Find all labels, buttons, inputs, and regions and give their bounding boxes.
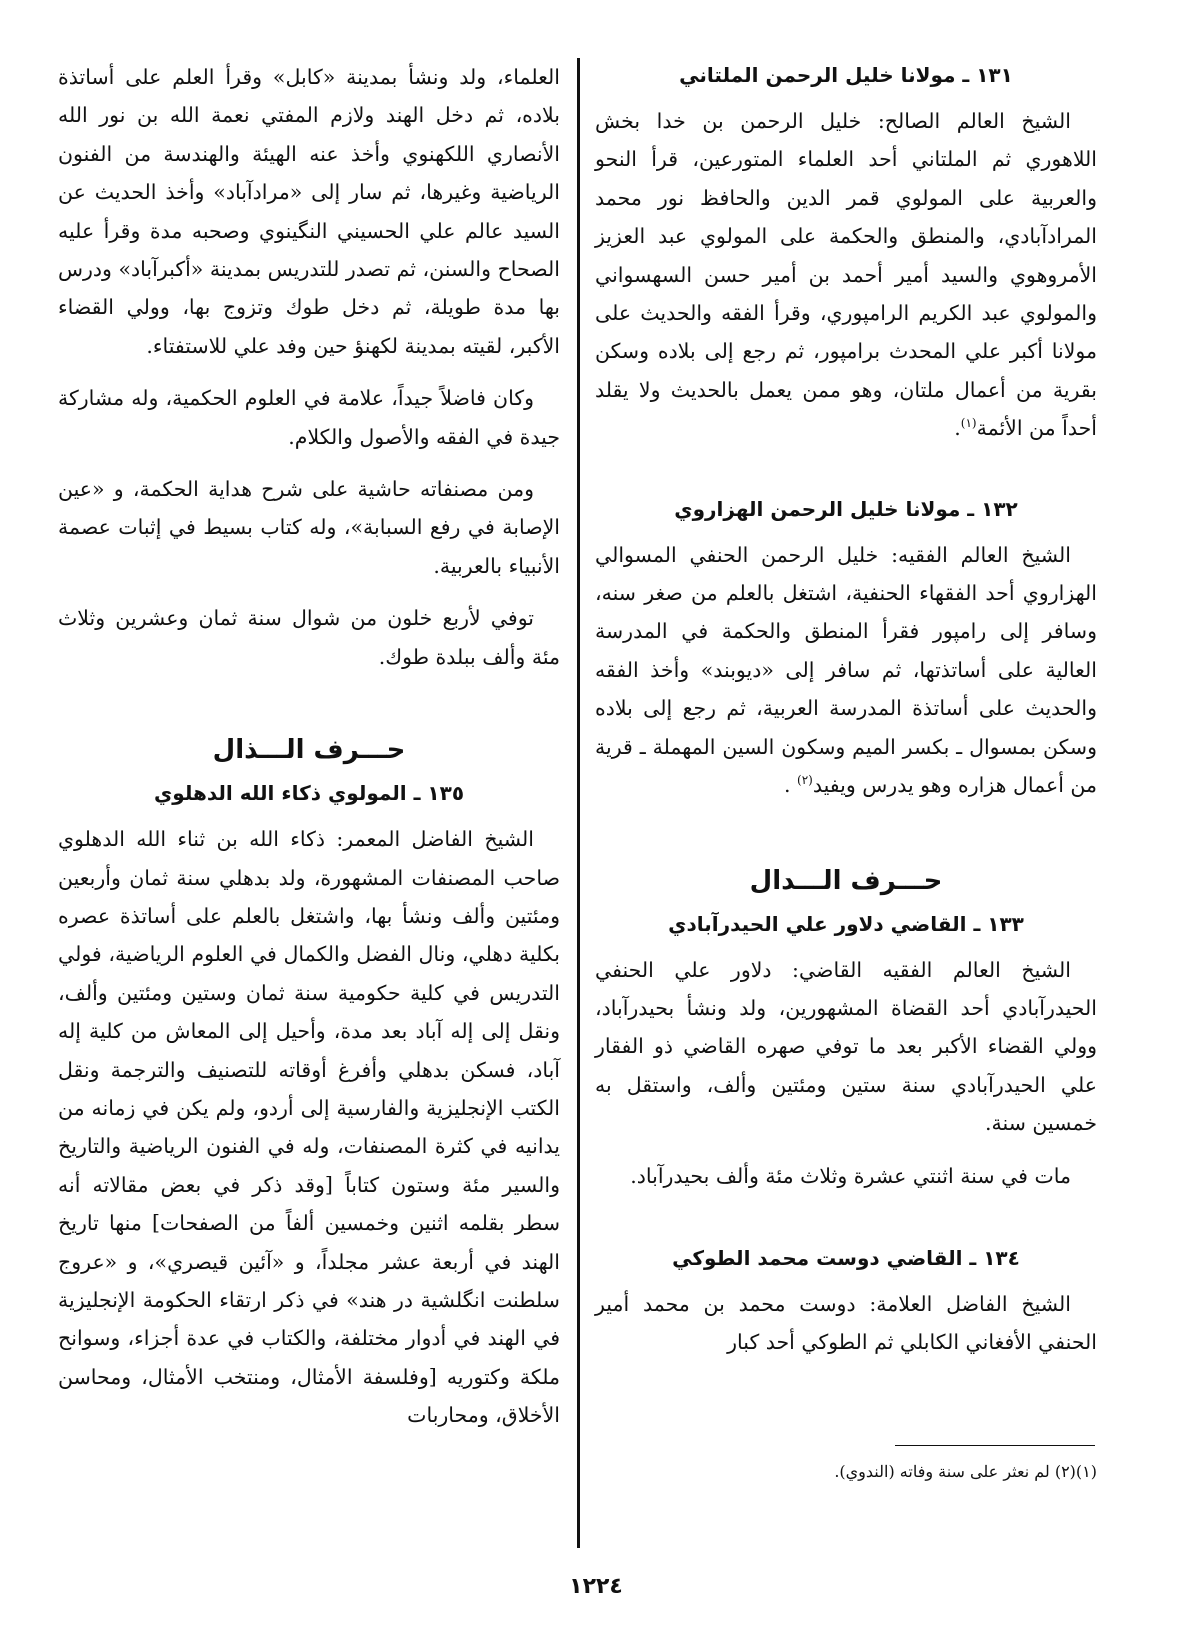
entry-132-title: ١٣٢ ـ مولانا خليل الرحمن الهزاروي — [674, 496, 1018, 521]
left-column — [58, 58, 560, 1449]
entry-134-continued-paragraph-4: توفي لأربع خلون من شوال سنة ثمان وعشرين وثلاث مئة وألف ببلدة طوك. — [58, 606, 560, 669]
entry-131-title: ١٣١ ـ مولانا خليل الرحمن الملتاني — [679, 63, 1013, 87]
entry-135-paragraph: الشيخ الفاضل المعمر: ذكاء الله بن ثناء الله الدهلوي صاحب المصنفات المشهورة، ولد بدهلي سنة ثمان وأربعين ومئتين وألف ونشأ بها، واشتغل بالعلم على أساتذة عصره بكلية دهلي، ونال الفضل والكمال في العلوم الرياضية، فولي التدريس في كلية حكومية سنة ثمان وستين ومئتين وألف، ونقل إلى إله آباد بعد مدة، وأحيل إلى المعاش من كلية إله آباد، فسكن بدهلي وأفرغ أوقاته للتصنيف والترجمة ونقل الكتب الإنجليزية والفارسية إلى أردو، ولم يكن في زمانه من يدانيه في كثرة المصنفات، وله في الفنون الرياضية والتاريخ والسير مئة وستون كتاباً [وقد ذكر في بعض مقالاته أنه سطر بقلمه اثنين وخمسين ألفاً من الصفحات] منها تاريخ الهند في أربعة عشر مجلداً، و «آئين قيصري»، و «عروج سلطنت انگلشية در هند» في ذكر ارتقاء الحكومة الإنجليزية في الهند في أدوار مختلفة، والكتاب في عدة أجزاء، وسوانح ملكة وكتوريه [وفلسفة الأمثال، ومنتخب الأمثال، ومحاسن الأخلاق، ومحاربات — [58, 827, 560, 1428]
footnote: (١)(٢) لم نعثر على سنة وفاته (الندوي). — [834, 1462, 1097, 1481]
entry-134-continued-paragraph-3: ومن مصنفاته حاشية على شرح هداية الحكمة، و «عين الإصابة في رفع السبابة»، وله كتاب بسيط في إثبات عصمة الأنبياء بالعربية. — [58, 477, 560, 578]
footnote-marker-1: (١) — [960, 416, 977, 431]
entry-134-title: ١٣٤ ـ القاضي دوست محمد الطوكي — [672, 1245, 1020, 1270]
entry-135-title: ١٣٥ ـ المولوي ذكاء الله الدهلوي — [153, 781, 465, 806]
entry-131-paragraph — [595, 102, 1097, 448]
entry-132-text: الشيخ العالم الفقيه: خليل الرحمن الحنفي المسوالي الهزاروي أحد الفقهاء الحنفية، اشتغل بالعلم من صغر سنه، وسافر إلى رامپور فقرأ المنطق والحكمة في المدرسة العالية على أساتذتها، ثم سافر إلى «ديوبند» وأخذ الفقه والحديث على أساتذة المدرسة العربية، ثم رجع إلى بلاده وسكن بمسوال ـ بكسر الميم وسكون السين المهملة ـ قرية من أعمال هزاره وهو يدرس ويفيد — [595, 542, 1097, 798]
entry-131-text: الشيخ العالم الصالح: خليل الرحمن بن خدا بخش اللاهوري ثم الملتاني أحد العلماء المتورعين، قرأ النحو والعربية على المولوي قمر الدين والحافظ نور محمد المرادآبادي، والمنطق والحكمة على المولوي عبد العزيز الأمروهوي والسيد أمير أحمد بن أمير حسن السهسواني والمولوي عبد الكريم الرامپوري، وقرأ الفقه والحديث على مولانا أكبر علي المحدث برامپور، ثم رجع إلى بلاده وسكن بقرية من أعمال ملتان، وهو ممن يعمل بالحديث ولا يقلد أحداً من الأئمة — [595, 109, 1097, 441]
column-divider — [577, 58, 580, 1548]
section-heading-dal: حـــرف الـــدال — [749, 865, 943, 896]
entry-134-continued-paragraph-2: وكان فاضلاً جيداً، علامة في العلوم الحكمية، وله مشاركة جيدة في الفقه والأصول والكلام. — [58, 386, 560, 449]
entry-132-paragraph — [595, 536, 1097, 805]
entry-133-paragraph-1: الشيخ العالم الفقيه القاضي: دلاور علي الحنفي الحيدرآبادي أحد القضاة المشهورين، ولد ونشأ بحيدرآباد، وولي القضاء الأكبر بعد ما توفي صهره القاضي ذو الفقار علي الحيدرآبادي سنة ستين ومئتين وألف، واستقل به خمسين سنة. — [595, 957, 1097, 1136]
entry-134-paragraph: الشيخ الفاضل العلامة: دوست محمد بن محمد أمير الحنفي الأفغاني الكابلي ثم الطوكي أحد كبار — [595, 1291, 1097, 1355]
footnote-rule — [895, 1445, 1095, 1446]
footnote-marker-2: (٢) — [797, 773, 813, 788]
entry-134-continued-paragraph-1: العلماء، ولد ونشأ بمدينة «كابل» وقرأ العلم على أساتذة بلاده، ثم دخل الهند ولازم المفتي نعمة الله بن نور الله الأنصاري اللكهنوي وأخذ عنه الهيئة والهندسة من الفنون الرياضية وغيرها، ثم سار إلى «مرادآباد» وأخذ الحديث عن السيد عالم علي الحسيني النگينوي وصحبه مدة وقرأ عليه الصحاح والسنن، ثم تصدر للتدريس بمدينة «أكبرآباد» ودرس بها مدة طويلة، ثم دخل طوك وتزوج بها، وولي القضاء الأكبر، لقيته بمدينة لكهنؤ حين وفد علي للاستفتاء. — [58, 65, 560, 358]
entry-133-paragraph-2: مات في سنة اثنتي عشرة وثلاث مئة وألف بحيدرآباد. — [630, 1163, 1071, 1188]
section-heading-dhal: حـــرف الـــذال — [212, 735, 406, 766]
page-number: ١٢٢٤ — [569, 1574, 623, 1599]
entry-131-end: . — [954, 416, 961, 441]
entry-132-end: . — [783, 773, 797, 798]
right-column — [595, 58, 1097, 1376]
entry-133-title: ١٣٣ ـ القاضي دلاور علي الحيدرآبادي — [668, 911, 1024, 936]
